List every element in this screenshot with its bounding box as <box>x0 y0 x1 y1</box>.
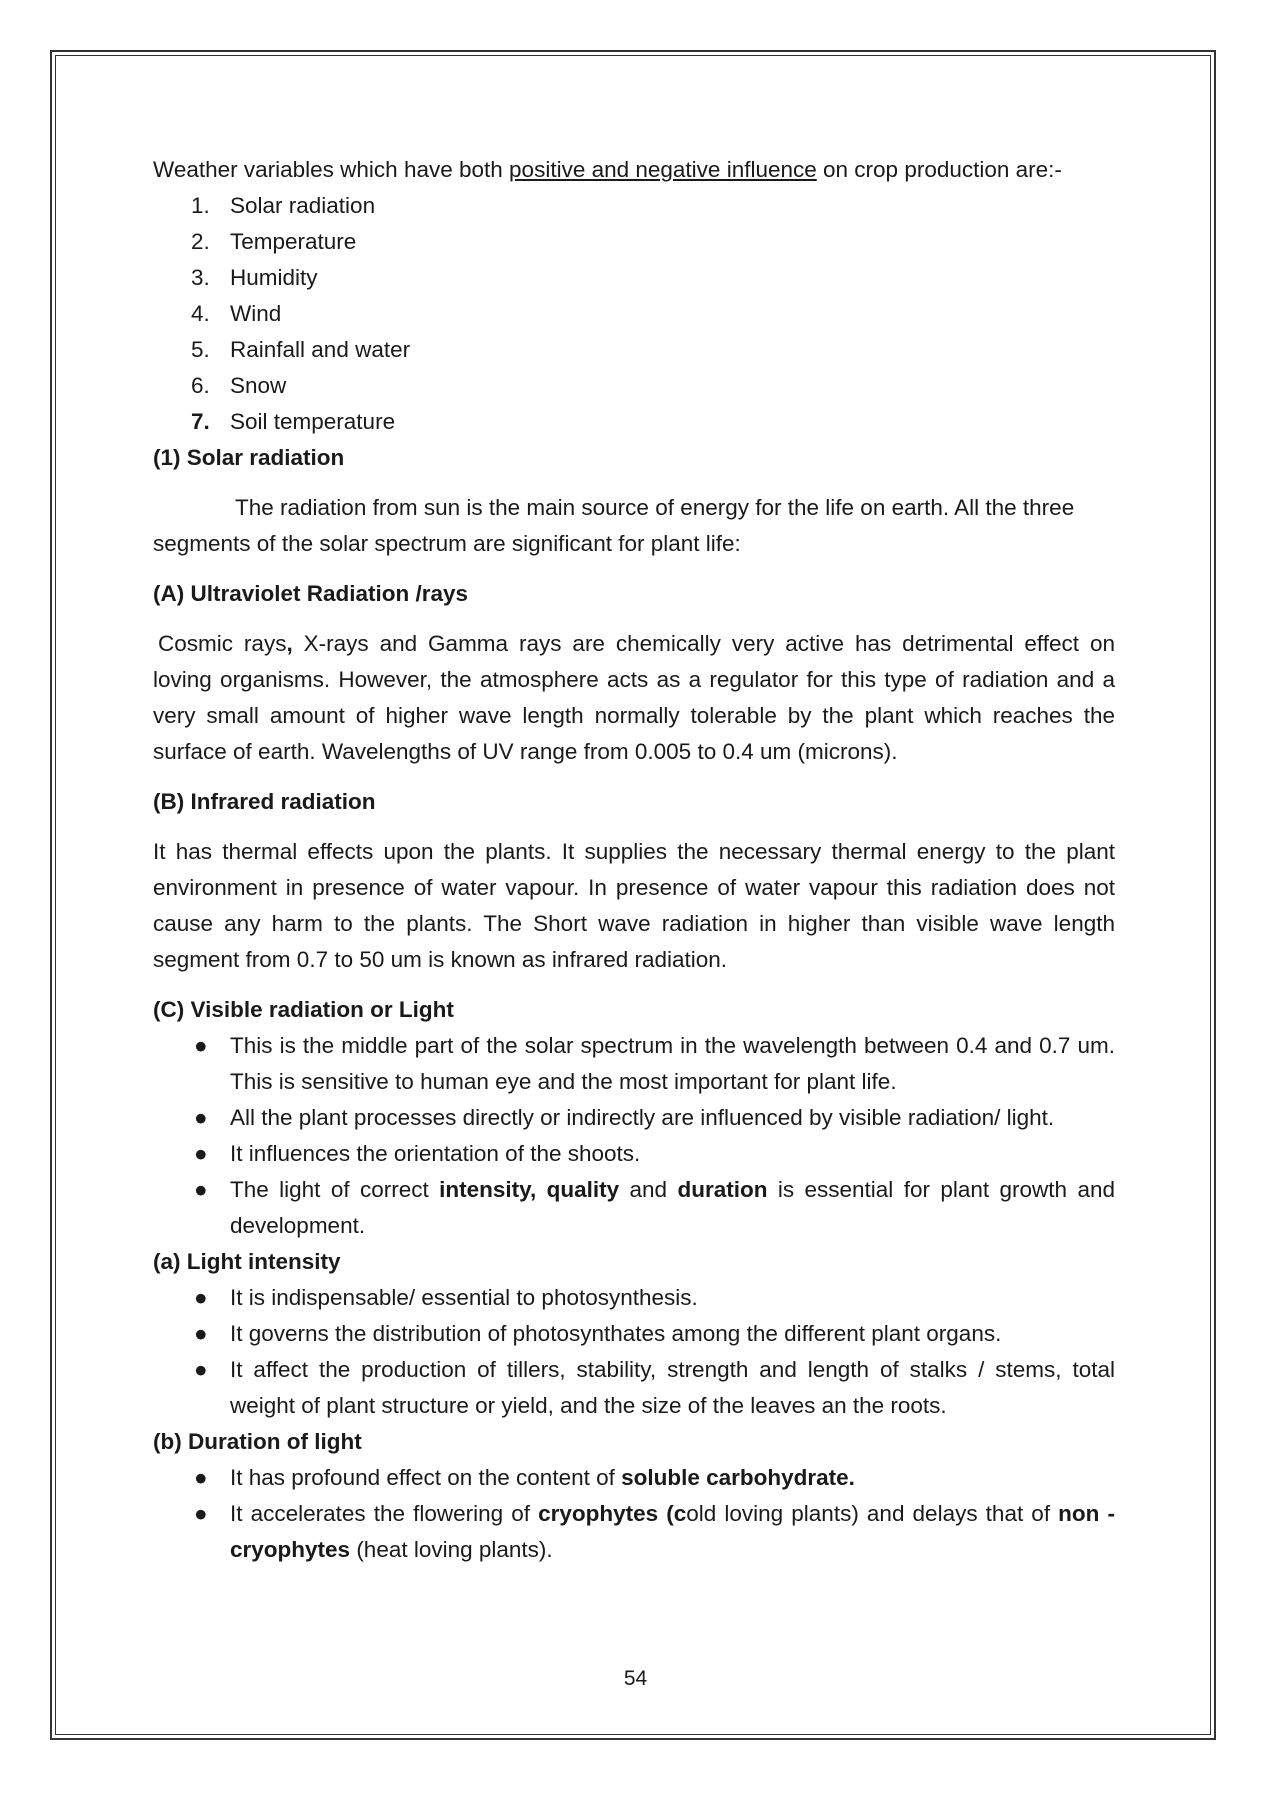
section-heading-visible-radiation: (C) Visible radiation or Light <box>153 997 454 1022</box>
list-item: ● It governs the distribution of photosynthates among the different plant organs. <box>153 1316 1115 1352</box>
bullet-icon: ● <box>194 1177 208 1202</box>
intro-text-end: on crop production are:- <box>816 157 1062 182</box>
list-item: ● It affect the production of tillers, stability, strength and length of stalks / stems, total weight of plant structure or yield, and the size of the leaves an the roots. <box>153 1352 1115 1424</box>
section-heading-ultraviolet: (A) Ultraviolet Radiation /rays <box>153 581 469 606</box>
list-item: ● It has profound effect on the content of soluble carbohydrate. <box>153 1460 1115 1496</box>
page-content <box>153 152 1115 1568</box>
list-item: ● It is indispensable/ essential to photosynthesis. <box>153 1280 1115 1316</box>
bullet-icon: ● <box>194 1321 208 1346</box>
bullet-icon: ● <box>194 1141 208 1166</box>
list-item: 7. Soil temperature <box>191 409 396 434</box>
bullet-icon: ● <box>194 1105 208 1130</box>
solar-radiation-paragraph: The radiation from sun is the main source of energy for the life on earth. All the three segments of the solar spectrum are significant for plant life: <box>153 495 1075 556</box>
duration-of-light-list <box>153 1460 1115 1568</box>
list-item: 5. Rainfall and water <box>191 337 411 362</box>
list-item: 4. Wind <box>191 301 282 326</box>
page-number: 54 <box>623 1667 648 1690</box>
list-item: 3. Humidity <box>191 265 318 290</box>
light-intensity-list <box>153 1280 1115 1424</box>
list-item: ● It accelerates the flowering of cryophytes (cold loving plants) and delays that of non - cryophytes (heat loving plants). <box>153 1496 1115 1568</box>
visible-radiation-list <box>153 1028 1115 1244</box>
list-item: ● This is the middle part of the solar spectrum in the wavelength between 0.4 and 0.7 um. This is sensitive to human eye and the most important for plant life. <box>153 1028 1115 1100</box>
section-heading-duration-of-light: (b) Duration of light <box>153 1429 362 1454</box>
list-item: 1. Solar radiation <box>191 193 376 218</box>
intro-text: Weather variables which have both <box>153 157 510 182</box>
list-item: ● It influences the orientation of the shoots. <box>153 1136 1115 1172</box>
infrared-paragraph: It has thermal effects upon the plants. It supplies the necessary thermal energy to the plant environment in presence of water vapour. In presence of water vapour this radiation does not cause any harm to the plants. The Short wave radiation in higher than visible wave length segment from 0.7 to 50 um is known as infrared radiation. <box>153 839 1115 972</box>
bullet-icon: ● <box>194 1285 208 1310</box>
ultraviolet-paragraph: Cosmic rays, X-rays and Gamma rays are chemically very active has detrimental effect on loving organisms. However, the atmosphere acts as a regulator for this type of radiation and a very small amount of higher wave length normally tolerable by the plant which reaches the surface of earth. Wavelengths of UV range from 0.005 to 0.4 um (microns). <box>153 631 1115 764</box>
bullet-icon: ● <box>194 1033 208 1058</box>
list-item: 2. Temperature <box>191 229 357 254</box>
section-heading-solar-radiation: (1) Solar radiation <box>153 445 345 470</box>
weather-variables-list <box>153 188 1115 440</box>
list-item: ● The light of correct intensity, quality and duration is essential for plant growth and development. <box>153 1172 1115 1244</box>
list-item: ● All the plant processes directly or indirectly are influenced by visible radiation/ light. <box>153 1100 1115 1136</box>
bullet-icon: ● <box>194 1501 208 1526</box>
list-item: 6. Snow <box>191 373 287 398</box>
bullet-icon: ● <box>194 1465 208 1490</box>
section-heading-infrared: (B) Infrared radiation <box>153 789 376 814</box>
intro-underlined-text: positive and negative influence <box>509 157 817 182</box>
intro-line <box>153 152 1115 188</box>
section-heading-light-intensity: (a) Light intensity <box>153 1249 341 1274</box>
bullet-icon: ● <box>194 1357 208 1382</box>
